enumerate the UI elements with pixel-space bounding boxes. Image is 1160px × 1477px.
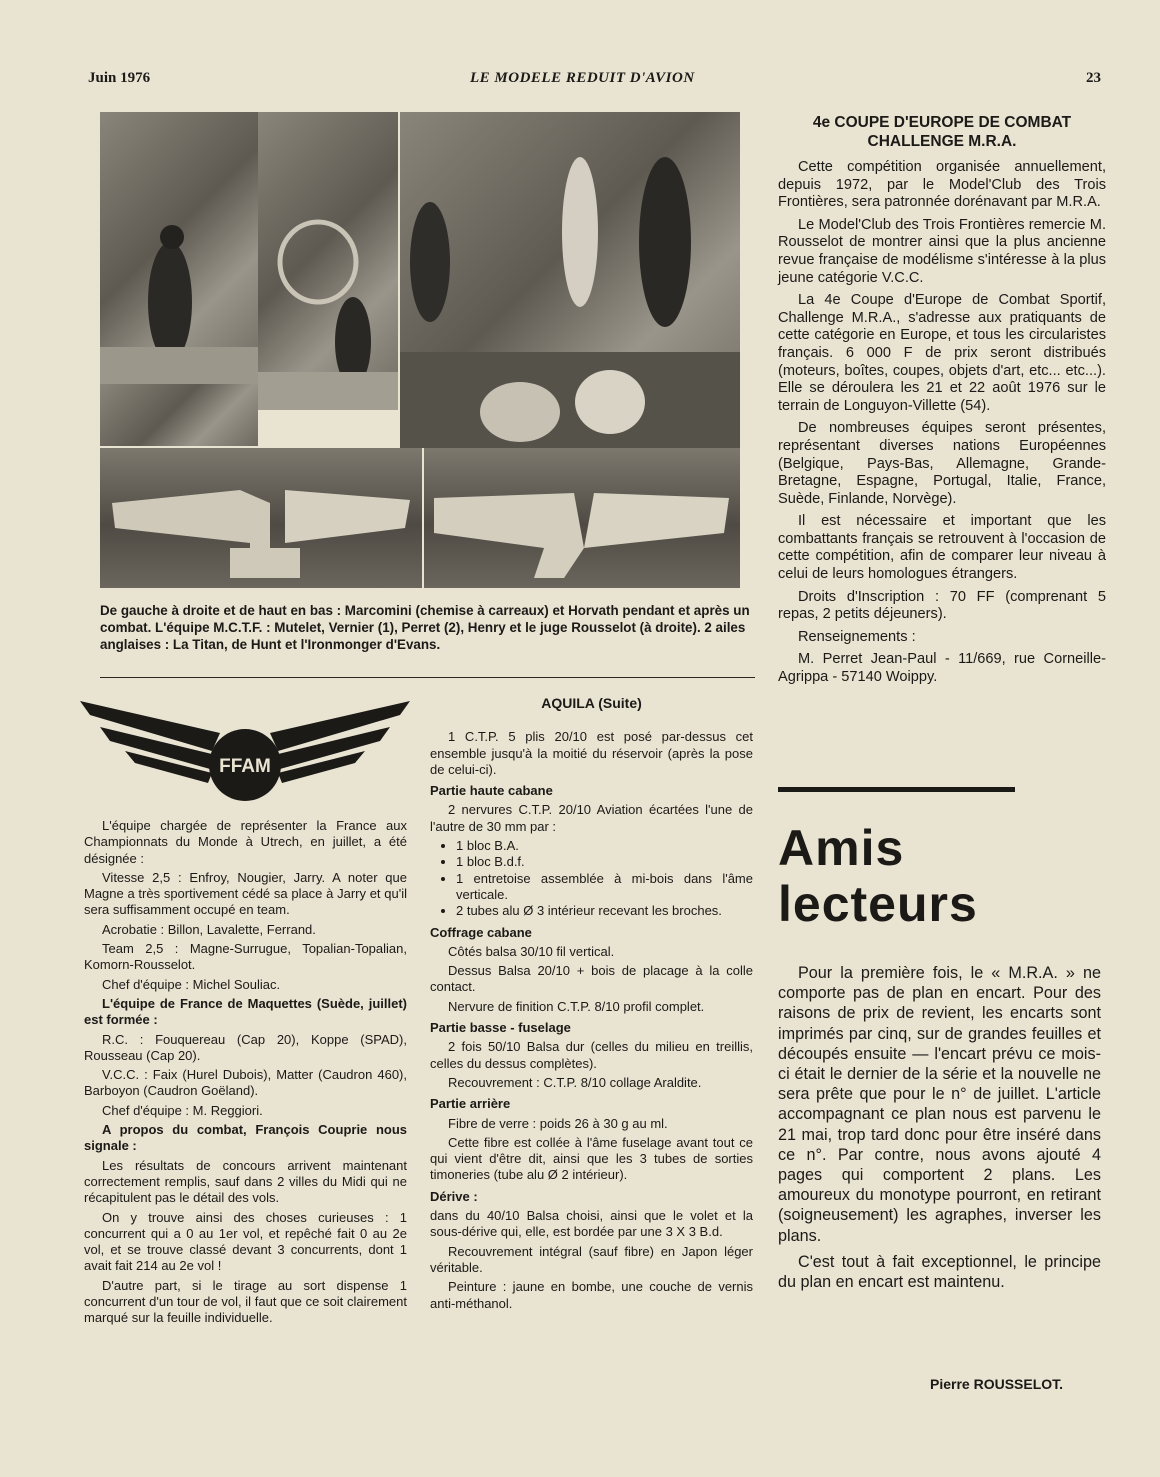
ffam-paragraph: Vitesse 2,5 : Enfroy, Nougier, Jarry. A noter que Magne a très sportivement cédé sa place à Jarry et qu'il sera suffisamment occupé en team. (84, 869, 407, 918)
amis-body (778, 963, 1101, 1298)
aquila-bullet-list (430, 838, 753, 919)
aquila-subheading: Partie haute cabane (430, 783, 553, 799)
amis-title-line1: Amis (778, 820, 905, 876)
coupe-paragraph: M. Perret Jean-Paul - 11/669, rue Corneille-Agrippa - 57140 Woippy. (778, 651, 1106, 686)
list-item: • 2 tubes alu Ø 3 intérieur recevant les broches. (456, 903, 753, 919)
photo-wing-ironmonger (424, 448, 740, 588)
ffam-paragraph: Team 2,5 : Magne-Surrugue, Topalian-Topalian, Komorn-Rousselot. (84, 941, 407, 973)
aquila-article (430, 695, 753, 1315)
ffam-paragraph: Les résultats de concours arrivent maintenant correctement remplis, sauf dans 2 villes du Midi qui ne récapitulent pas le détail des vols. (84, 1157, 407, 1206)
ffam-paragraph: Chef d'équipe : Michel Souliac. (102, 976, 281, 992)
ffam-paragraph: L'équipe chargée de représenter la France aux Championnats du Monde à Utrech, en juillet, a été désignée : (84, 818, 407, 866)
header-magazine-title: LE MODELE REDUIT D'AVION (470, 70, 695, 86)
aquila-subheading: Coffrage cabane (430, 924, 532, 940)
ffam-paragraph: Acrobatie : Billon, Lavalette, Ferrand. (102, 921, 316, 937)
aquila-paragraph: Peinture : jaune en bombe, une couche de vernis anti-méthanol. (430, 1279, 753, 1311)
ffam-wings-logo (80, 693, 410, 803)
photo-wing-titan (100, 448, 422, 588)
aquila-paragraph: 2 nervures C.T.P. 20/10 Aviation écartées l'une de l'autre de 30 mm par : (430, 802, 753, 834)
header-date: Juin 1976 (88, 70, 151, 86)
ffam-paragraph: R.C. : Fouquereau (Cap 20), Koppe (SPAD), Rousseau (Cap 20). (84, 1031, 407, 1063)
ffam-paragraph: V.C.C. : Faix (Hurel Dubois), Matter (Caudron 460), Barboyon (Caudron Goëland). (84, 1067, 407, 1099)
coupe-paragraph: Le Model'Club des Trois Frontières remercie M. Rousselot de montrer ainsi que la plus ancienne revue française de modélisme s'intéresse à la plus jeune catégorie V.C.C. (778, 216, 1106, 286)
aquila-paragraph: Côtés balsa 30/10 fil vertical. (448, 943, 615, 959)
aquila-paragraph: Cette fibre est collée à l'âme fuselage avant tout ce qui vient d'être dit, ainsi que les 3 tubes de sorties timoneries (tube alu Ø 2 intérieur). (430, 1134, 753, 1183)
list-item: • 1 bloc B.A. (456, 838, 753, 854)
photo-combat-1 (100, 112, 258, 384)
ffam-paragraph: Chef d'équipe : M. Reggiori. (102, 1102, 263, 1118)
ffam-logo-text: FFAM (219, 756, 271, 777)
amis-lecteurs-heading (778, 820, 978, 932)
aquila-paragraph: Fibre de verre : poids 26 à 30 g au ml. (448, 1115, 668, 1131)
coupe-title: 4e COUPE D'EUROPE DE COMBAT CHALLENGE M.R.A. (812, 114, 1072, 150)
aquila-paragraph: Recouvrement : C.T.P. 8/10 collage Araldite. (448, 1074, 702, 1090)
aquila-subheading: Dérive : (430, 1188, 478, 1204)
aquila-paragraph: Recouvrement intégral (sauf fibre) en Japon léger véritable. (430, 1243, 753, 1275)
ffam-article (84, 818, 407, 1330)
amis-title-line2: lecteurs (778, 876, 978, 932)
coupe-paragraph: De nombreuses équipes seront présentes, représentant diverses nations Européennes (Belgique, Pays-Bas, Allemagne, Grande-Bretagne, Espagne, Portugal, Italie, France, Suède, Finlande, Norvège). (778, 420, 1106, 507)
ffam-heading: A propos du combat, François Couprie nous signale : (84, 1122, 407, 1154)
ffam-paragraph: On y trouve ainsi des choses curieuses : 1 concurrent qui a 0 au 1er vol, et repêché fait 0 au 2e vol, et se trouve classé devant 3 concurrents, dont 1 avait fait 214 au 2e vol ! (84, 1209, 407, 1274)
list-item: • 1 bloc B.d.f. (456, 854, 753, 870)
aquila-subheading: Partie arrière (430, 1096, 511, 1112)
header-page-number: 23 (1086, 70, 1101, 86)
coupe-paragraph: Cette compétition organisée annuellement, depuis 1972, par le Model'Club des Trois Frontières, sera patronnée dorénavant par M.R.A. (778, 159, 1106, 211)
aquila-paragraph: dans du 40/10 Balsa choisi, ainsi que le volet et la sous-dérive qui, elle, est bordée par une 3 X 3 B.d. (430, 1208, 753, 1240)
photo-team-mctf (400, 112, 740, 448)
coupe-paragraph: La 4e Coupe d'Europe de Combat Sportif, Challenge M.R.A., s'adresse aux pratiquants de cette catégorie en Europe, et tous les circularistes français. 6 000 F de prix seront distribués (moteurs, boîtes, coupes, objets d'art, etc... etc...). Elle se déroulera les 21 et 22 août 1976 sur le terrain de Longuyon-Villette (54). (778, 292, 1106, 414)
amis-paragraph: Pour la première fois, le « M.R.A. » ne comporte pas de plan en encart. Pour des raisons de prix de revient, les encarts sont imprimés par cinq, sur de grandes feuilles et découpés ensuite — l'encart prévu ce mois-ci était le dernier de la série et la nouvelle ne sera prête que pour le n° de juillet. L'article accompagnant ce plan nous est parvenu le 21 mai, trop tard donc pour être inséré dans ce n°. Par contre, nous avons ajouté 4 pages qui comportent 2 plans. Les amoureux du monotype pourront, en retirant (soigneusement) les agraphes, inverser les plans. (778, 964, 1101, 1245)
coupe-paragraph: Renseignements : (798, 628, 916, 645)
coupe-paragraph: Il est nécessaire et important que les combattants français se retrouvent à l'occasion de cette compétition, afin de comparer leur niveau à celui de leurs homologues étrangers. (778, 513, 1106, 583)
coupe-article (778, 113, 1106, 692)
aquila-subheading: Partie basse - fuselage (430, 1020, 571, 1036)
amis-top-rule (778, 787, 1015, 792)
aquila-paragraph: 2 fois 50/10 Balsa dur (celles du milieu en treillis, celles du dessus complètes). (430, 1039, 753, 1071)
aquila-paragraph: Nervure de finition C.T.P. 8/10 profil complet. (448, 998, 705, 1014)
photo-combat-3 (100, 384, 258, 446)
aquila-paragraph: Dessus Balsa 20/10 + bois de placage à la colle contact. (430, 963, 753, 995)
aquila-title: AQUILA (Suite) (541, 695, 642, 711)
photo-caption: De gauche à droite et de haut en bas : Marcomini (chemise à carreaux) et Horvath pendant et après un combat. L'équipe M.C.T.F. : Mutelet, Vernier (1), Perret (2), Henry et le juge Rousselot (à droite). 2 ailes anglaises : La Titan, de Hunt et l'Ironmonger d'Evans. (100, 603, 750, 652)
list-item: • 1 entretoise assemblée à mi-bois dans l'âme verticale. (456, 871, 753, 904)
ffam-paragraph: D'autre part, si le tirage au sort dispense 1 concurrent d'un tour de vol, il faut que ce soit clairement marqué sur la feuille individuelle. (84, 1277, 407, 1326)
coupe-paragraph: Droits d'Inscription : 70 FF (comprenant 5 repas, 2 petits déjeuners). (778, 588, 1106, 623)
photo-combat-2 (258, 112, 398, 410)
amis-paragraph: C'est tout à fait exceptionnel, le principe du plan en encart est maintenu. (778, 1252, 1101, 1292)
ffam-heading: L'équipe de France de Maquettes (Suède, juillet) est formée : (84, 995, 407, 1028)
signature: Pierre ROUSSELOT. (930, 1376, 1064, 1392)
aquila-paragraph: 1 C.T.P. 5 plis 20/10 est posé par-dessus cet ensemble jusqu'à la moitié du réservoir (après la pose de celui-ci). (430, 729, 753, 777)
divider (430, 677, 755, 678)
